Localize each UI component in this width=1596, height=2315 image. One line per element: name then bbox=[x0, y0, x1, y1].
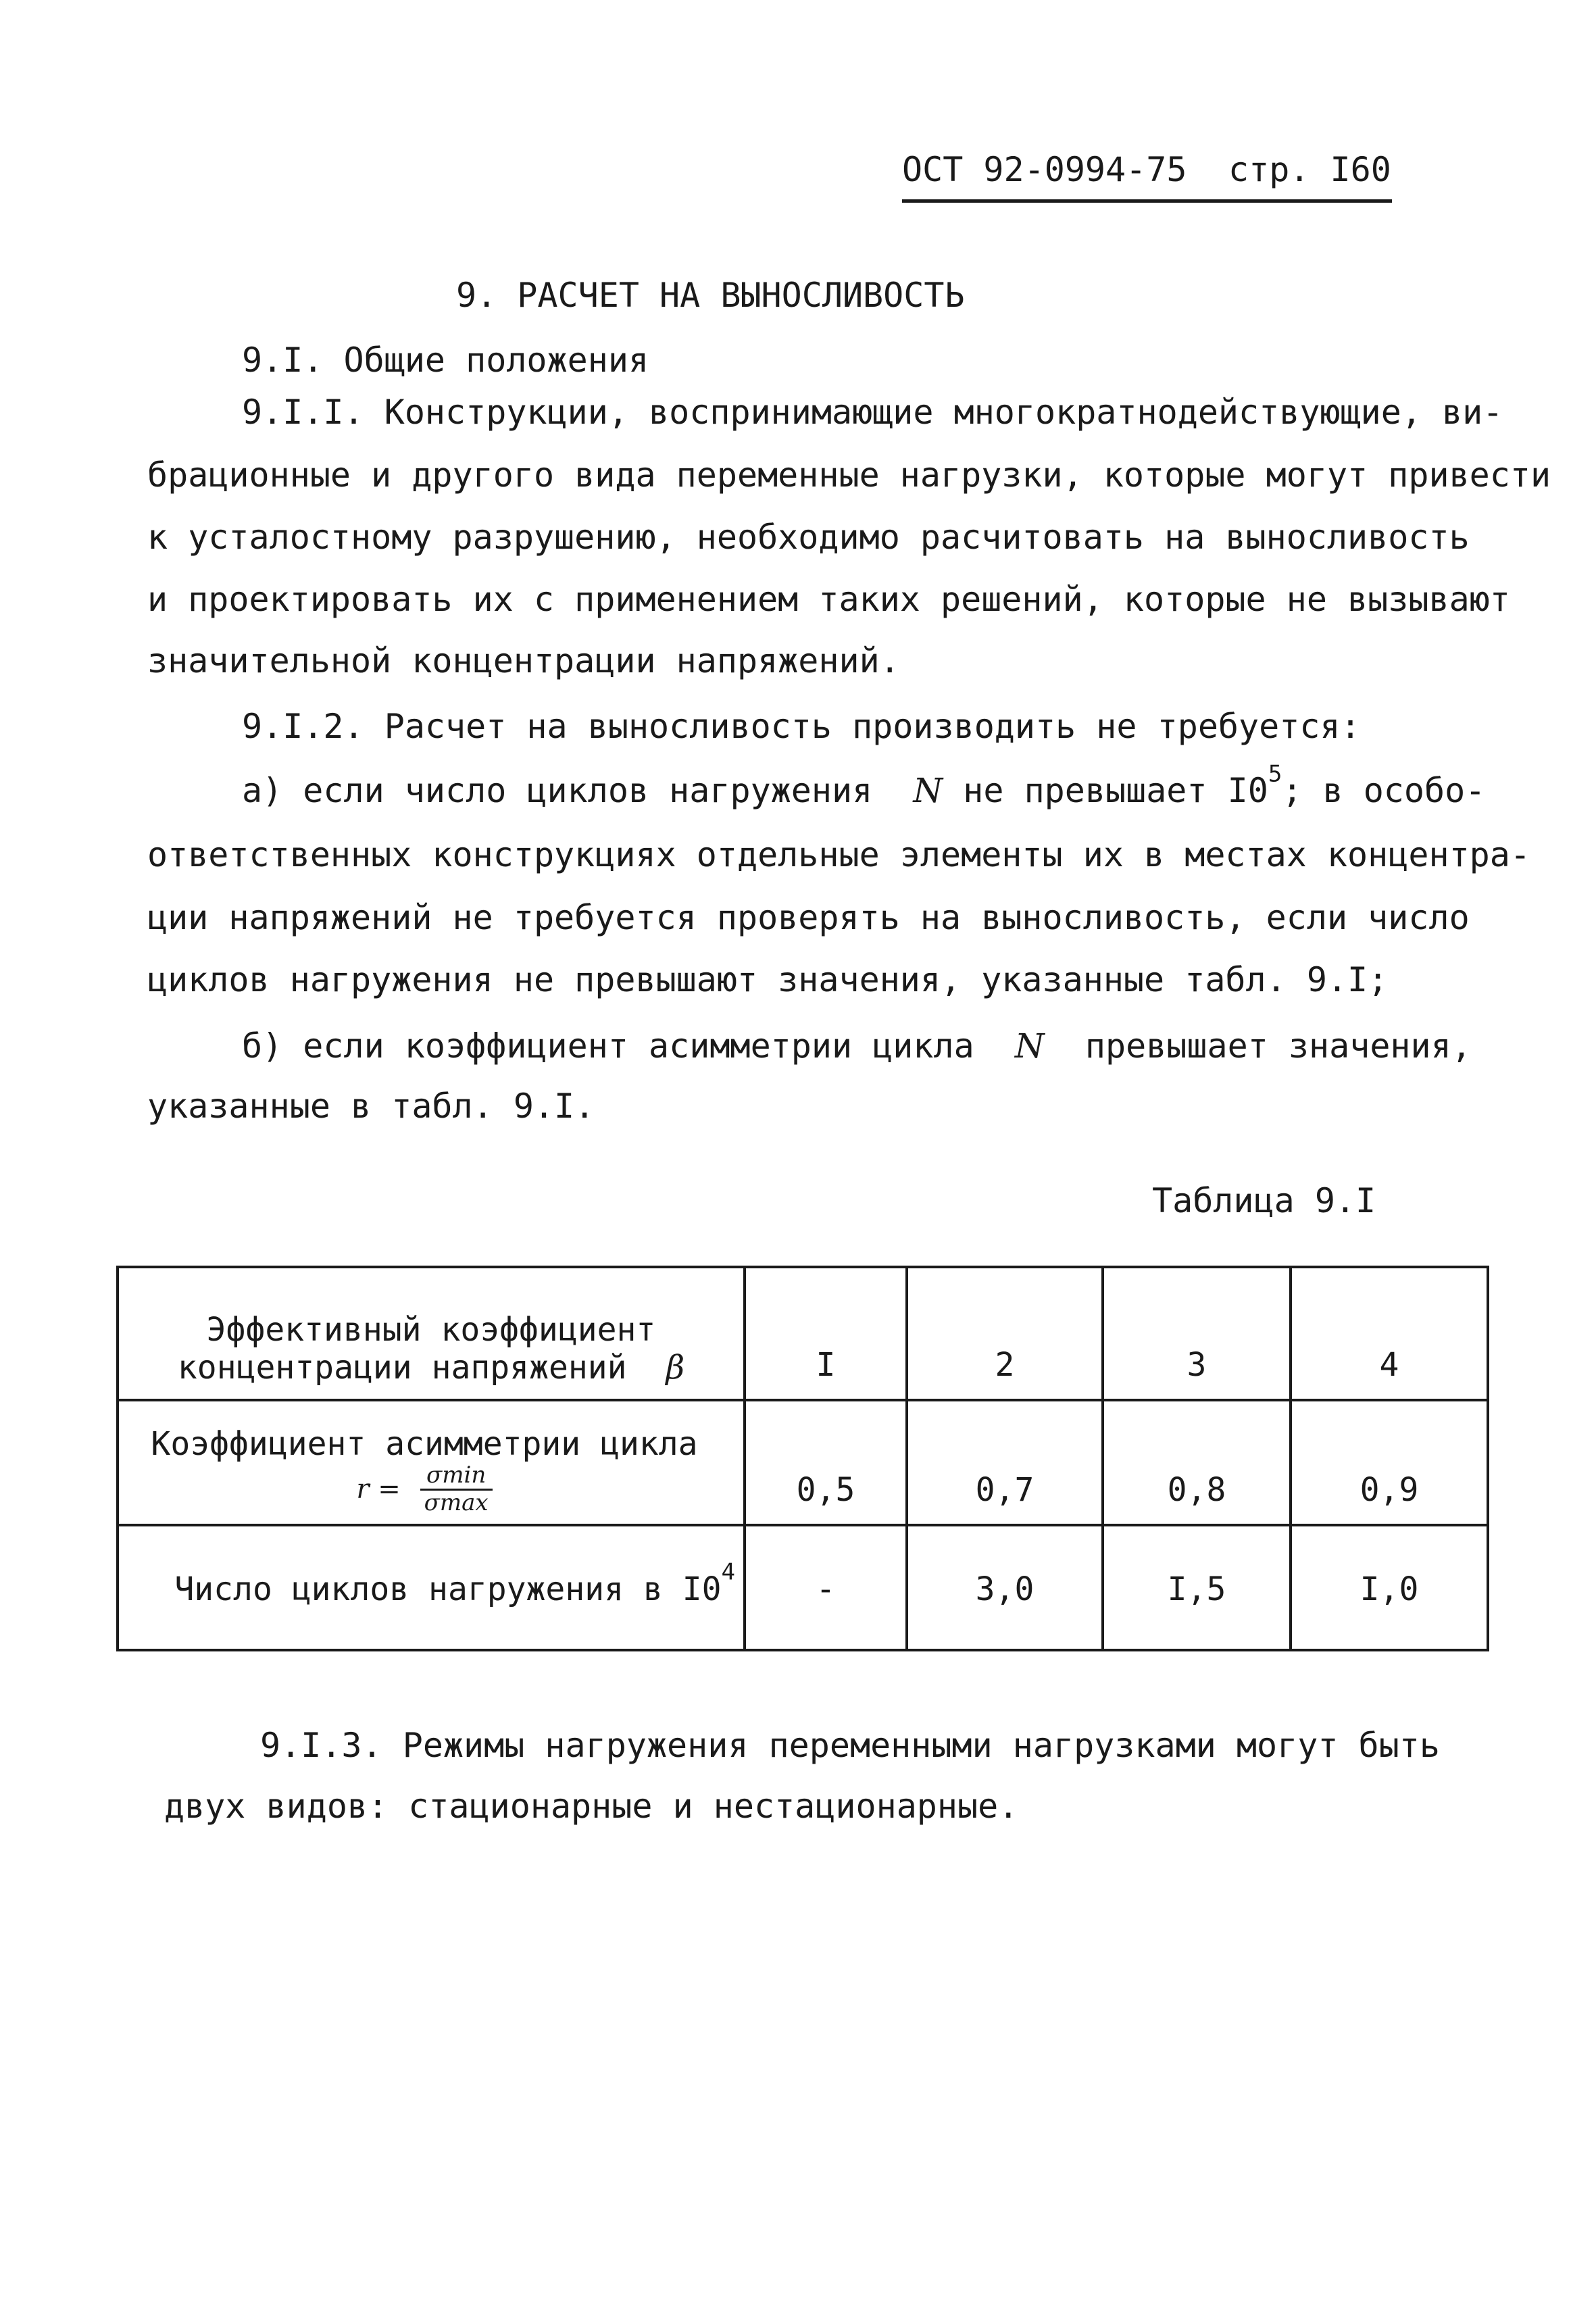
row3-value-2: 3,0 bbox=[907, 1525, 1103, 1650]
paragraph-912: 9.I.2. Расчет на выносливость производить не требуется: bbox=[242, 707, 1361, 746]
item-b-line-2: указанные в табл. 9.I. bbox=[147, 1087, 595, 1126]
symbol-n: N bbox=[913, 771, 943, 810]
row1-label-line-2: концентрации напряжений β bbox=[177, 1349, 685, 1387]
row1-value-1: I bbox=[745, 1267, 907, 1400]
row3-value-4: I,0 bbox=[1291, 1525, 1488, 1650]
beta-symbol: β bbox=[666, 1349, 685, 1387]
subsection-title: 9.I. Общие положения bbox=[242, 341, 649, 380]
row2-formula bbox=[126, 1463, 723, 1516]
row2-value-1: 0,5 bbox=[745, 1400, 907, 1525]
row2-value-2: 0,7 bbox=[907, 1400, 1103, 1525]
fraction-numerator: σmin bbox=[420, 1463, 493, 1490]
row3-label: Число циклов нагружения в $I0^4$ bbox=[118, 1525, 745, 1650]
r-symbol: r = bbox=[356, 1474, 401, 1505]
row2-label-line-1: Коэффициент асимметрии цикла bbox=[151, 1425, 698, 1464]
paragraph-911-line-1: 9.I.I. Конструкции, воспринимающие многократнодействующие, ви- bbox=[242, 393, 1503, 432]
paragraph-913-line-1: 9.I.3. Режимы нагружения переменными нагрузками могут быть bbox=[260, 1726, 1440, 1765]
row2-value-4: 0,9 bbox=[1291, 1400, 1488, 1525]
section-title: 9. РАСЧЕТ НА ВЫНОСЛИВОСТЬ bbox=[456, 276, 965, 315]
table-caption: Таблица 9.I bbox=[1152, 1181, 1376, 1220]
exponent: 5 bbox=[1268, 760, 1282, 788]
paragraph-911-line-2: брационные и другого вида переменные нагрузки, которые могут привести bbox=[147, 455, 1551, 495]
item-a-text-2: не превышает I0 bbox=[963, 771, 1268, 810]
paragraph-911-line-4: и проектировать их с применением таких решений, которые не вызывают bbox=[147, 580, 1510, 619]
item-a-line-2: ответственных конструкциях отдельные элементы их в местах концентра- bbox=[147, 835, 1530, 874]
item-a-text-1: а) если число циклов нагружения bbox=[242, 771, 873, 810]
row1-value-2: 2 bbox=[907, 1267, 1103, 1400]
table-row bbox=[118, 1267, 1488, 1400]
item-a-line-1 bbox=[242, 760, 1486, 810]
table-row bbox=[118, 1400, 1488, 1525]
row3-exponent: 4 bbox=[721, 1558, 735, 1586]
ratio-fraction bbox=[420, 1463, 493, 1516]
row1-value-4: 4 bbox=[1291, 1267, 1488, 1400]
row1-value-3: 3 bbox=[1103, 1267, 1291, 1400]
doc-code: ОСТ 92-0994-75 bbox=[902, 150, 1187, 189]
row3-value-1: - bbox=[745, 1525, 907, 1650]
item-a-line-3: ции напряжений не требуется проверять на выносливость, если число bbox=[147, 898, 1470, 937]
row2-value-3: 0,8 bbox=[1103, 1400, 1291, 1525]
table-row bbox=[118, 1525, 1488, 1650]
paragraph-911-line-3: к усталостному разрушению, необходимо расчитовать на выносливость bbox=[147, 518, 1470, 557]
item-b-text-1: б) если коэффициент асимметрии цикла bbox=[242, 1026, 974, 1066]
item-a-line-4: циклов нагружения не превышают значения, указанные табл. 9.I; bbox=[147, 960, 1389, 999]
item-b-line-1 bbox=[242, 1026, 1472, 1066]
table-9-1 bbox=[116, 1266, 1489, 1651]
row1-label bbox=[118, 1267, 745, 1400]
header-rule bbox=[902, 199, 1392, 203]
symbol-n: N bbox=[1014, 1026, 1045, 1066]
page-number: стр. I60 bbox=[1228, 150, 1391, 189]
paragraph-911-line-5: значительной концентрации напряжений. bbox=[147, 641, 900, 680]
item-a-text-3: ; в особо- bbox=[1282, 771, 1486, 810]
fraction-denominator: σmax bbox=[424, 1489, 489, 1516]
paragraph-913-line-2: двух видов: стационарные и нестационарные. bbox=[164, 1787, 1019, 1826]
row3-value-3: I,5 bbox=[1103, 1525, 1291, 1650]
row2-label bbox=[118, 1400, 745, 1525]
row1-label-line-1: Эффективный коэффициент bbox=[206, 1311, 656, 1349]
item-b-text-2: превышает значения, bbox=[1084, 1026, 1472, 1066]
